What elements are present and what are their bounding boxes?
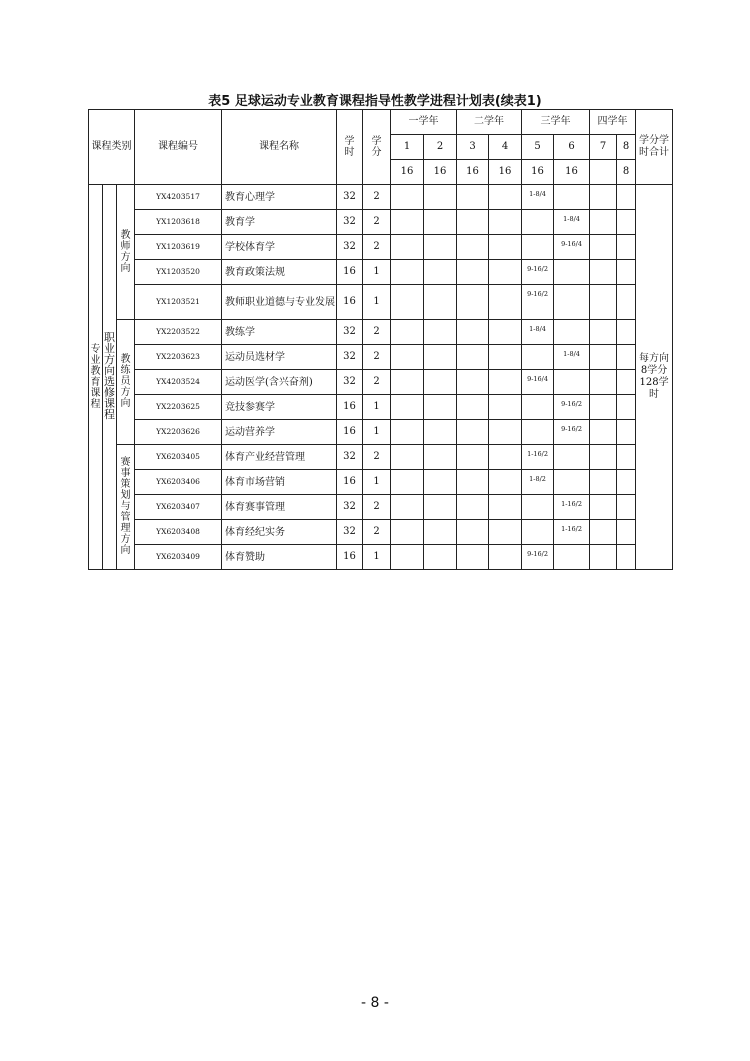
semester-cell — [457, 185, 489, 210]
table-row — [89, 210, 673, 235]
semester-cell — [590, 260, 617, 285]
semester-cell — [424, 235, 457, 260]
course-hours: 16 — [337, 260, 363, 285]
course-code: YX1203618 — [135, 210, 222, 235]
semester-cell — [457, 470, 489, 495]
course-hours: 32 — [337, 520, 363, 545]
course-name: 运动营养学 — [222, 420, 337, 445]
course-credit: 2 — [363, 445, 391, 470]
course-hours: 16 — [337, 545, 363, 570]
weeks-header: 16 — [554, 160, 590, 185]
semester-cell — [617, 470, 636, 495]
course-credit: 1 — [363, 395, 391, 420]
semester-cell: 1-16/2 — [522, 445, 554, 470]
semester-cell — [489, 260, 522, 285]
semester-header: 8 — [617, 135, 636, 160]
semester-cell — [391, 320, 424, 345]
course-credit: 1 — [363, 420, 391, 445]
course-name: 教育政策法规 — [222, 260, 337, 285]
course-code: YX6203407 — [135, 495, 222, 520]
semester-cell — [590, 445, 617, 470]
course-hours: 32 — [337, 495, 363, 520]
semester-cell — [554, 185, 590, 210]
table-row — [89, 420, 673, 445]
course-name: 体育赞助 — [222, 545, 337, 570]
weeks-header: 16 — [424, 160, 457, 185]
course-name: 运动医学(含兴奋剂) — [222, 370, 337, 395]
semester-cell: 9-16/2 — [522, 285, 554, 320]
semester-cell — [489, 370, 522, 395]
semester-cell — [617, 420, 636, 445]
header-category: 课程类别 — [89, 110, 135, 185]
course-code: YX2203623 — [135, 345, 222, 370]
weeks-header — [590, 160, 617, 185]
semester-cell — [391, 185, 424, 210]
semester-cell — [590, 520, 617, 545]
table-row — [89, 185, 673, 210]
course-name: 教育学 — [222, 210, 337, 235]
semester-cell — [617, 445, 636, 470]
semester-cell — [457, 420, 489, 445]
semester-cell: 9-16/4 — [554, 235, 590, 260]
semester-cell — [457, 260, 489, 285]
table-row — [89, 520, 673, 545]
semester-cell — [489, 210, 522, 235]
semester-cell — [489, 235, 522, 260]
semester-cell — [590, 210, 617, 235]
semester-cell — [617, 520, 636, 545]
semester-cell — [617, 395, 636, 420]
header-code: 课程编号 — [135, 110, 222, 185]
semester-cell — [424, 260, 457, 285]
semester-cell — [424, 320, 457, 345]
semester-cell — [457, 370, 489, 395]
table-row — [89, 445, 673, 470]
semester-cell — [522, 520, 554, 545]
semester-cell — [391, 285, 424, 320]
header-hours: 学时 — [337, 110, 363, 185]
semester-cell — [489, 285, 522, 320]
weeks-header: 16 — [457, 160, 489, 185]
course-credit: 2 — [363, 520, 391, 545]
semester-cell: 9-16/2 — [522, 545, 554, 570]
course-name: 体育赛事管理 — [222, 495, 337, 520]
course-code: YX6203405 — [135, 445, 222, 470]
semester-cell — [522, 345, 554, 370]
semester-cell — [391, 420, 424, 445]
semester-cell — [617, 260, 636, 285]
semester-cell — [424, 470, 457, 495]
course-credit: 2 — [363, 320, 391, 345]
semester-cell — [522, 420, 554, 445]
weeks-header: 16 — [489, 160, 522, 185]
semester-cell — [457, 445, 489, 470]
course-name: 教育心理学 — [222, 185, 337, 210]
course-credit: 2 — [363, 235, 391, 260]
semester-cell — [522, 395, 554, 420]
course-name: 教师职业道德与专业发展 — [222, 285, 337, 320]
semester-cell — [554, 470, 590, 495]
semester-cell — [522, 210, 554, 235]
header-year-4: 四学年 — [590, 110, 636, 135]
semester-cell — [590, 345, 617, 370]
table-row — [89, 395, 673, 420]
direction-label: 赛事策划与管理方向 — [117, 445, 135, 570]
semester-cell — [391, 495, 424, 520]
semester-cell — [489, 395, 522, 420]
course-hours: 32 — [337, 235, 363, 260]
semester-cell — [391, 395, 424, 420]
semester-cell — [457, 495, 489, 520]
course-credit: 2 — [363, 345, 391, 370]
course-hours: 16 — [337, 285, 363, 320]
table-row — [89, 260, 673, 285]
course-credit: 2 — [363, 210, 391, 235]
course-code: YX1203520 — [135, 260, 222, 285]
course-code: YX4203524 — [135, 370, 222, 395]
table-row — [89, 495, 673, 520]
credit-summary: 每方向8学分128学时 — [636, 185, 673, 570]
table-row — [89, 285, 673, 320]
semester-cell — [489, 420, 522, 445]
course-hours: 16 — [337, 420, 363, 445]
table-row — [89, 235, 673, 260]
course-hours: 32 — [337, 345, 363, 370]
table-row — [89, 320, 673, 345]
semester-cell — [457, 320, 489, 345]
semester-cell — [522, 235, 554, 260]
semester-cell — [424, 185, 457, 210]
course-hours: 32 — [337, 185, 363, 210]
table-title: 表5 足球运动专业教育课程指导性教学进程计划表(续表1) — [208, 94, 542, 109]
semester-cell — [489, 345, 522, 370]
semester-cell — [424, 285, 457, 320]
course-hours: 16 — [337, 470, 363, 495]
course-hours: 32 — [337, 370, 363, 395]
semester-cell — [489, 320, 522, 345]
weeks-header: 8 — [617, 160, 636, 185]
semester-cell — [424, 395, 457, 420]
semester-cell: 1-8/4 — [522, 185, 554, 210]
semester-cell — [424, 520, 457, 545]
semester-cell — [391, 520, 424, 545]
category-sub: 职业方向选修课程 — [103, 185, 117, 570]
semester-cell: 9-16/2 — [522, 260, 554, 285]
header-year-3: 三学年 — [522, 110, 590, 135]
semester-cell: 1-16/2 — [554, 495, 590, 520]
semester-cell — [457, 545, 489, 570]
table-row — [89, 545, 673, 570]
course-code: YX4203517 — [135, 185, 222, 210]
semester-cell: 9-16/2 — [554, 395, 590, 420]
semester-cell — [590, 185, 617, 210]
course-credit: 1 — [363, 470, 391, 495]
course-hours: 32 — [337, 210, 363, 235]
semester-cell: 1-8/2 — [522, 470, 554, 495]
course-name: 体育市场营销 — [222, 470, 337, 495]
semester-cell — [391, 370, 424, 395]
semester-cell — [590, 495, 617, 520]
course-credit: 1 — [363, 260, 391, 285]
header-total: 学分学时合计 — [636, 110, 673, 185]
course-code: YX2203626 — [135, 420, 222, 445]
semester-cell — [424, 210, 457, 235]
header-name: 课程名称 — [222, 110, 337, 185]
semester-cell — [391, 235, 424, 260]
course-plan-table — [88, 109, 673, 570]
header-credit: 学分 — [363, 110, 391, 185]
semester-cell — [590, 395, 617, 420]
semester-cell — [617, 345, 636, 370]
semester-cell — [391, 210, 424, 235]
header-year-1: 一学年 — [391, 110, 457, 135]
course-code: YX6203406 — [135, 470, 222, 495]
course-code: YX6203409 — [135, 545, 222, 570]
semester-cell: 1-16/2 — [554, 520, 590, 545]
semester-cell — [457, 520, 489, 545]
table-row — [89, 470, 673, 495]
semester-cell — [391, 445, 424, 470]
semester-cell — [617, 320, 636, 345]
semester-cell — [590, 320, 617, 345]
semester-cell — [489, 445, 522, 470]
semester-cell — [554, 260, 590, 285]
course-name: 体育产业经营管理 — [222, 445, 337, 470]
semester-header: 3 — [457, 135, 489, 160]
semester-cell — [489, 470, 522, 495]
semester-cell — [391, 260, 424, 285]
semester-cell — [391, 545, 424, 570]
course-code: YX6203408 — [135, 520, 222, 545]
course-credit: 2 — [363, 495, 391, 520]
course-name: 运动员选材学 — [222, 345, 337, 370]
direction-label: 教师方向 — [117, 185, 135, 320]
course-code: YX1203521 — [135, 285, 222, 320]
course-hours: 32 — [337, 320, 363, 345]
semester-header: 7 — [590, 135, 617, 160]
semester-cell: 9-16/2 — [554, 420, 590, 445]
semester-cell: 1-8/4 — [522, 320, 554, 345]
semester-cell — [391, 345, 424, 370]
semester-cell — [457, 345, 489, 370]
semester-cell — [457, 285, 489, 320]
category-main: 专业教育课程 — [89, 185, 103, 570]
semester-cell — [590, 470, 617, 495]
course-hours: 16 — [337, 395, 363, 420]
semester-cell — [424, 445, 457, 470]
semester-header: 6 — [554, 135, 590, 160]
semester-cell — [554, 370, 590, 395]
course-credit: 1 — [363, 545, 391, 570]
page-number: - 8 - — [361, 995, 389, 1011]
semester-cell: 9-16/4 — [522, 370, 554, 395]
semester-cell — [424, 370, 457, 395]
semester-cell — [590, 370, 617, 395]
semester-cell — [554, 320, 590, 345]
course-credit: 1 — [363, 285, 391, 320]
semester-header: 5 — [522, 135, 554, 160]
semester-cell — [424, 495, 457, 520]
semester-cell — [489, 495, 522, 520]
weeks-header: 16 — [522, 160, 554, 185]
semester-cell — [489, 520, 522, 545]
semester-cell — [489, 545, 522, 570]
semester-cell: 1-8/4 — [554, 210, 590, 235]
semester-cell — [590, 235, 617, 260]
course-name: 学校体育学 — [222, 235, 337, 260]
header-year-2: 二学年 — [457, 110, 522, 135]
semester-cell — [617, 235, 636, 260]
course-code: YX1203619 — [135, 235, 222, 260]
semester-cell — [590, 420, 617, 445]
table-row — [89, 370, 673, 395]
semester-cell: 1-8/4 — [554, 345, 590, 370]
semester-cell — [522, 495, 554, 520]
course-name: 体育经纪实务 — [222, 520, 337, 545]
course-hours: 32 — [337, 445, 363, 470]
semester-cell — [590, 285, 617, 320]
semester-header: 4 — [489, 135, 522, 160]
semester-cell — [554, 285, 590, 320]
semester-cell — [489, 185, 522, 210]
semester-cell — [457, 235, 489, 260]
course-credit: 2 — [363, 370, 391, 395]
semester-cell — [424, 345, 457, 370]
semester-cell — [617, 185, 636, 210]
semester-cell — [617, 545, 636, 570]
semester-cell — [617, 370, 636, 395]
semester-cell — [424, 545, 457, 570]
semester-cell — [554, 545, 590, 570]
course-code: YX2203522 — [135, 320, 222, 345]
semester-header: 1 — [391, 135, 424, 160]
semester-cell — [617, 285, 636, 320]
course-name: 教练学 — [222, 320, 337, 345]
semester-cell — [391, 470, 424, 495]
course-name: 竞技参赛学 — [222, 395, 337, 420]
semester-cell — [590, 545, 617, 570]
table-row — [89, 345, 673, 370]
semester-cell — [617, 210, 636, 235]
weeks-header: 16 — [391, 160, 424, 185]
semester-cell — [617, 495, 636, 520]
semester-cell — [457, 395, 489, 420]
course-credit: 2 — [363, 185, 391, 210]
course-code: YX2203625 — [135, 395, 222, 420]
semester-cell — [554, 445, 590, 470]
semester-cell — [424, 420, 457, 445]
direction-label: 教练员方向 — [117, 320, 135, 445]
semester-cell — [457, 210, 489, 235]
semester-header: 2 — [424, 135, 457, 160]
